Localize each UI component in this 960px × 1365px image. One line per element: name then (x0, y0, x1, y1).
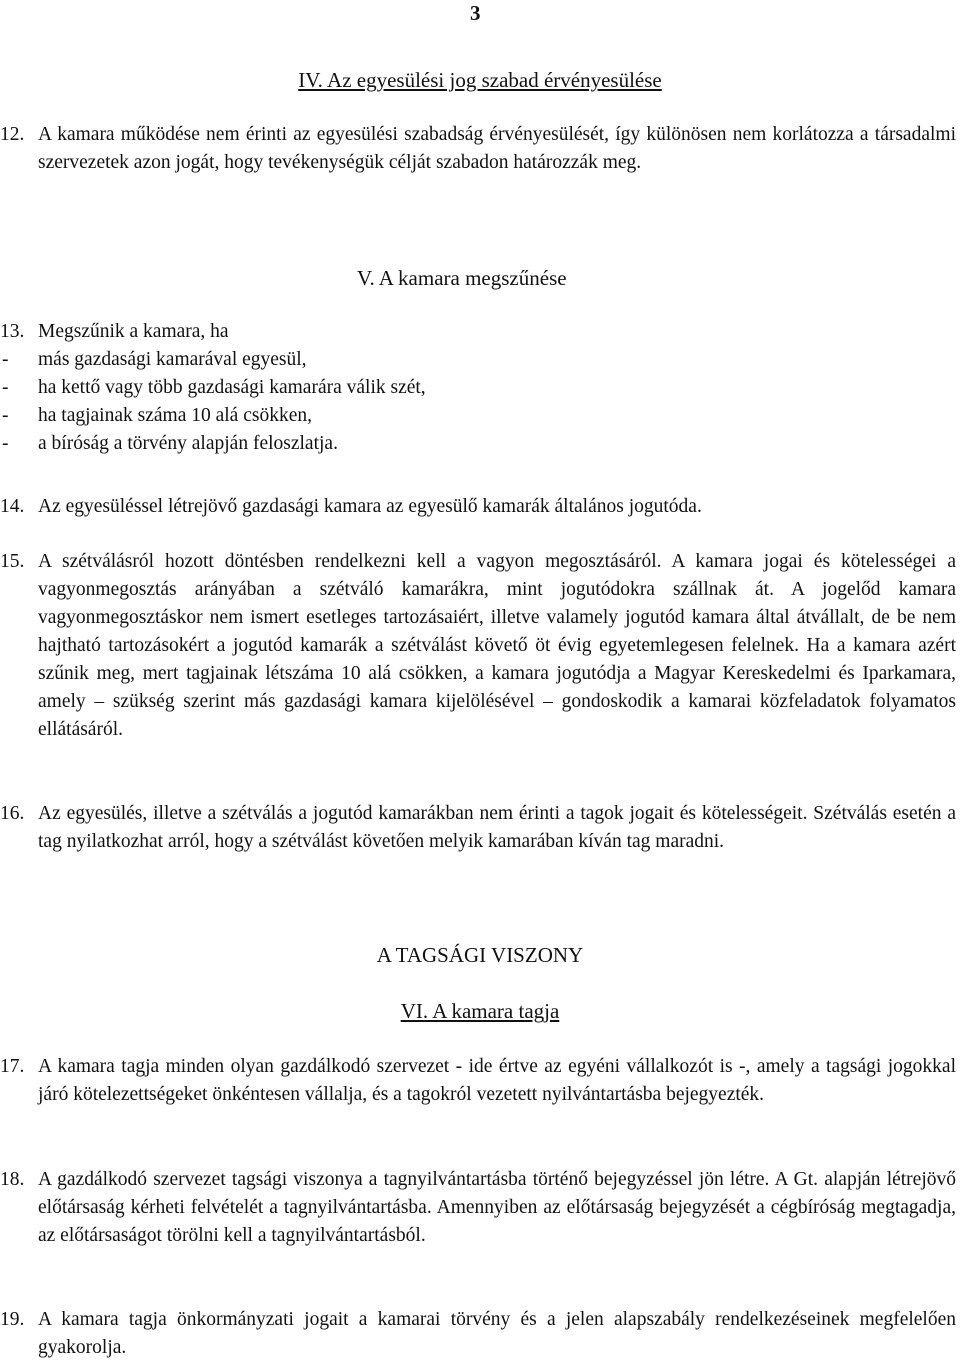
list-item: - a bíróság a törvény alapján feloszlatja. (0, 430, 700, 458)
list-item: - más gazdasági kamarával egyesül, (0, 346, 700, 374)
paragraph-number: 18. (0, 1169, 25, 1190)
paragraph-number: 12. (0, 124, 25, 145)
paragraph-text: A kamara tagja önkormányzati jogait a kamarai törvény és a jelen alapszabály rendelkezéseinek megfelelően gyakorolja. (38, 1309, 956, 1358)
list-dash: - (2, 433, 9, 454)
paragraph-number: 17. (0, 1056, 25, 1077)
paragraph-text: A kamara tagja minden olyan gazdálkodó szervezet - ide értve az egyéni vállalkozót is -, amely a tagsági jogokkal járó kötelezettségeket önkéntesen vállalja, és a tagokról vezetett nyilvántartásba bejegyezték. (38, 1056, 956, 1105)
paragraph-number: 14. (0, 496, 25, 517)
list-item: - ha kettő vagy több gazdasági kamarára válik szét, (0, 374, 700, 402)
dissolution-list (0, 346, 700, 458)
paragraph-text: Az egyesüléssel létrejövő gazdasági kamara az egyesülő kamarák általános jogutóda. (38, 496, 702, 517)
paragraph-number: 16. (0, 803, 25, 824)
paragraph-number: 19. (0, 1309, 25, 1330)
list-dash: - (2, 349, 9, 370)
section-heading-tagsagi: A TAGSÁGI VISZONY (376, 943, 584, 967)
section-heading-vi: VI. A kamara tagja (400, 999, 560, 1023)
paragraph-12 (0, 121, 956, 177)
paragraph-text: Az egyesülés, illetve a szétválás a jogutód kamarákban nem érinti a tagok jogait és kötelességeit. Szétválás esetén a tag nyilatkozhat arról, hogy a szétválást követően melyik kamarában kíván tag maradni. (38, 803, 956, 852)
paragraph-13 (0, 318, 956, 346)
paragraph-intro: Megszűnik a kamara, ha (38, 321, 229, 342)
paragraph-15 (0, 548, 956, 744)
paragraph-17 (0, 1053, 956, 1109)
page-number: 3 (470, 1, 481, 25)
paragraph-text: A gazdálkodó szervezet tagsági viszonya a tagnyilvántartásba történő bejegyzéssel jön létre. A Gt. alapján létrejövő előtársaság kérheti felvételét a tagnyilvántartásba. Amennyiben az előtársaság bejegyzését a cégbíróság megtagadja, az előtársaságot törölni kell a tagnyilvántartásból. (38, 1169, 956, 1246)
paragraph-text: A szétválásról hozott döntésben rendelkezni kell a vagyon megosztásáról. A kamara jogai és kötelességei a vagyonmegosztás arányában a szétváló kamarákra, mint jogutódokra szállnak át. A jogelőd kamara vagyonmegosztáskor nem ismert esetleges tartozásaiért, illetve valamely jogutód kamara által átvállalt, de be nem hajtható tartozásokért a jogutód kamarák a szétválást követő öt évig egyetemlegesen felelnek. Ha a kamara azért szűnik meg, mert tagjainak létszáma 10 alá csökken, a kamara jogutódja a Magyar Kereskedelmi és Iparkamara, amely – szükség szerint más gazdasági kamara kijelölésével – gondoskodik a kamarai közfeladatok folyamatos ellátásáról. (38, 551, 956, 740)
paragraph-number: 15. (0, 551, 25, 572)
paragraph-19 (0, 1306, 956, 1362)
paragraph-text: A kamara működése nem érinti az egyesülési szabadság érvényesülését, így különösen nem korlátozza a társadalmi szervezetek azon jogát, hogy tevékenységük célját szabadon határozzák meg. (38, 124, 956, 173)
list-dash: - (2, 405, 9, 426)
list-item: - ha tagjainak száma 10 alá csökken, (0, 402, 700, 430)
list-dash: - (2, 377, 9, 398)
section-heading-iv: IV. Az egyesülési jog szabad érvényesülése (298, 68, 662, 92)
section-heading-v-text: V. A kamara megszűnése (357, 266, 567, 290)
paragraph-number: 13. (0, 321, 25, 342)
paragraph-14 (0, 493, 956, 521)
paragraph-16 (0, 800, 956, 856)
paragraph-18 (0, 1166, 956, 1250)
